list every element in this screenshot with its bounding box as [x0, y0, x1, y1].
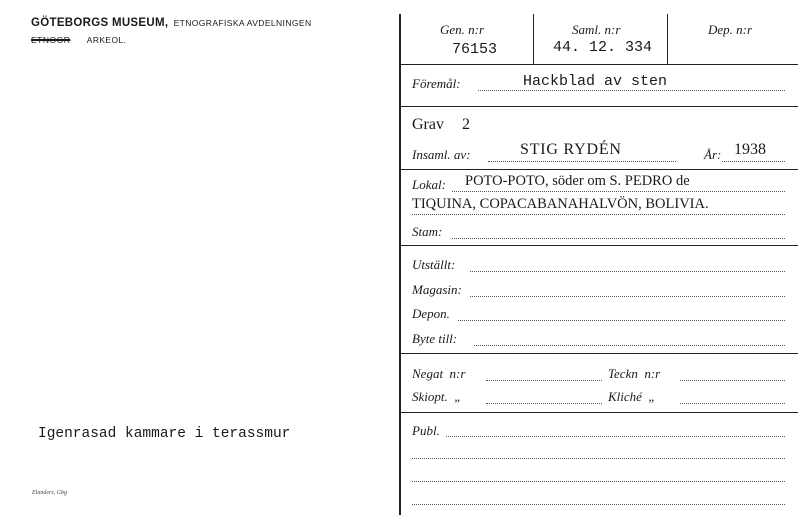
kliche-line: [680, 403, 785, 404]
skiopt-label: Skiopt. „: [412, 389, 462, 404]
rule-stam: [401, 245, 798, 246]
museum-header: [31, 17, 311, 29]
museum-subheader: [31, 35, 126, 45]
saml-number-label: Saml. n:r: [572, 22, 621, 37]
grav-label: Grav: [412, 116, 444, 133]
archaeology-label: ARKEOL.: [86, 35, 127, 45]
stam-label: Stam:: [412, 224, 443, 239]
teckn-label: Teckn n:r: [608, 366, 661, 381]
magasin-label: Magasin:: [412, 282, 462, 297]
teckn-line: [680, 380, 785, 381]
publ-line-1: [446, 436, 785, 437]
ar-label: År:: [704, 147, 722, 162]
lokal-line-2: [412, 214, 785, 215]
foremal-line: [478, 90, 785, 91]
negat-label: Negat n:r: [412, 366, 466, 381]
rule-kliche: [401, 412, 798, 413]
stam-line: [452, 238, 785, 239]
insaml-label: Insaml. av:: [412, 147, 471, 162]
byte-label: Byte till:: [412, 331, 458, 346]
grav-text: [412, 116, 470, 134]
rule-byte: [401, 353, 798, 354]
ar-value: 1938: [734, 141, 766, 158]
lokal-label: Lokal:: [412, 177, 446, 192]
depon-label: Depon.: [412, 306, 450, 321]
department-name: ETNOGRAFISKA AVDELNINGEN: [173, 18, 312, 28]
publ-line-2: [412, 458, 785, 459]
struck-department: ETNOGR: [31, 35, 71, 45]
utstallt-label: Utställt:: [412, 257, 456, 272]
ar-line: [722, 161, 785, 162]
utstallt-line: [470, 271, 785, 272]
publ-label: Publ.: [412, 423, 440, 438]
byte-line: [474, 345, 785, 346]
saml-number-value: 44. 12. 334: [553, 39, 653, 56]
insaml-line: [488, 161, 676, 162]
rule-header: [401, 64, 798, 65]
publ-line-3: [412, 481, 785, 482]
depon-line: [458, 320, 785, 321]
printer-mark: Elanders, Gbg: [32, 490, 67, 496]
gen-number-value: 76153: [452, 41, 498, 58]
magasin-line: [470, 296, 785, 297]
lokal-line: [452, 191, 785, 192]
grav-value: 2: [461, 116, 470, 133]
insaml-value: STIG RYDÉN: [520, 141, 622, 158]
handwritten-note: Igenrasad kammare i terassmur: [38, 426, 291, 442]
lokal-line1: POTO-POTO, söder om S. PEDRO de: [465, 173, 690, 189]
dep-number-label: Dep. n:r: [708, 22, 753, 37]
kliche-label: Kliché „: [608, 389, 656, 404]
foremal-label: Föremål:: [412, 76, 461, 91]
rule-foremal: [401, 106, 798, 107]
foremal-value: Hackblad av sten: [523, 73, 668, 90]
card-left-border: [399, 14, 401, 515]
rule-insaml: [401, 169, 798, 170]
header-divider-2: [667, 14, 668, 64]
header-divider-1: [533, 14, 534, 64]
publ-line-4: [412, 504, 785, 505]
skiopt-line: [486, 403, 602, 404]
lokal-line2: TIQUINA, COPACABANAHALVÖN, BOLIVIA.: [412, 196, 709, 212]
gen-number-label: Gen. n:r: [440, 22, 485, 37]
museum-name: GÖTEBORGS MUSEUM,: [31, 17, 169, 29]
negat-line: [486, 380, 602, 381]
